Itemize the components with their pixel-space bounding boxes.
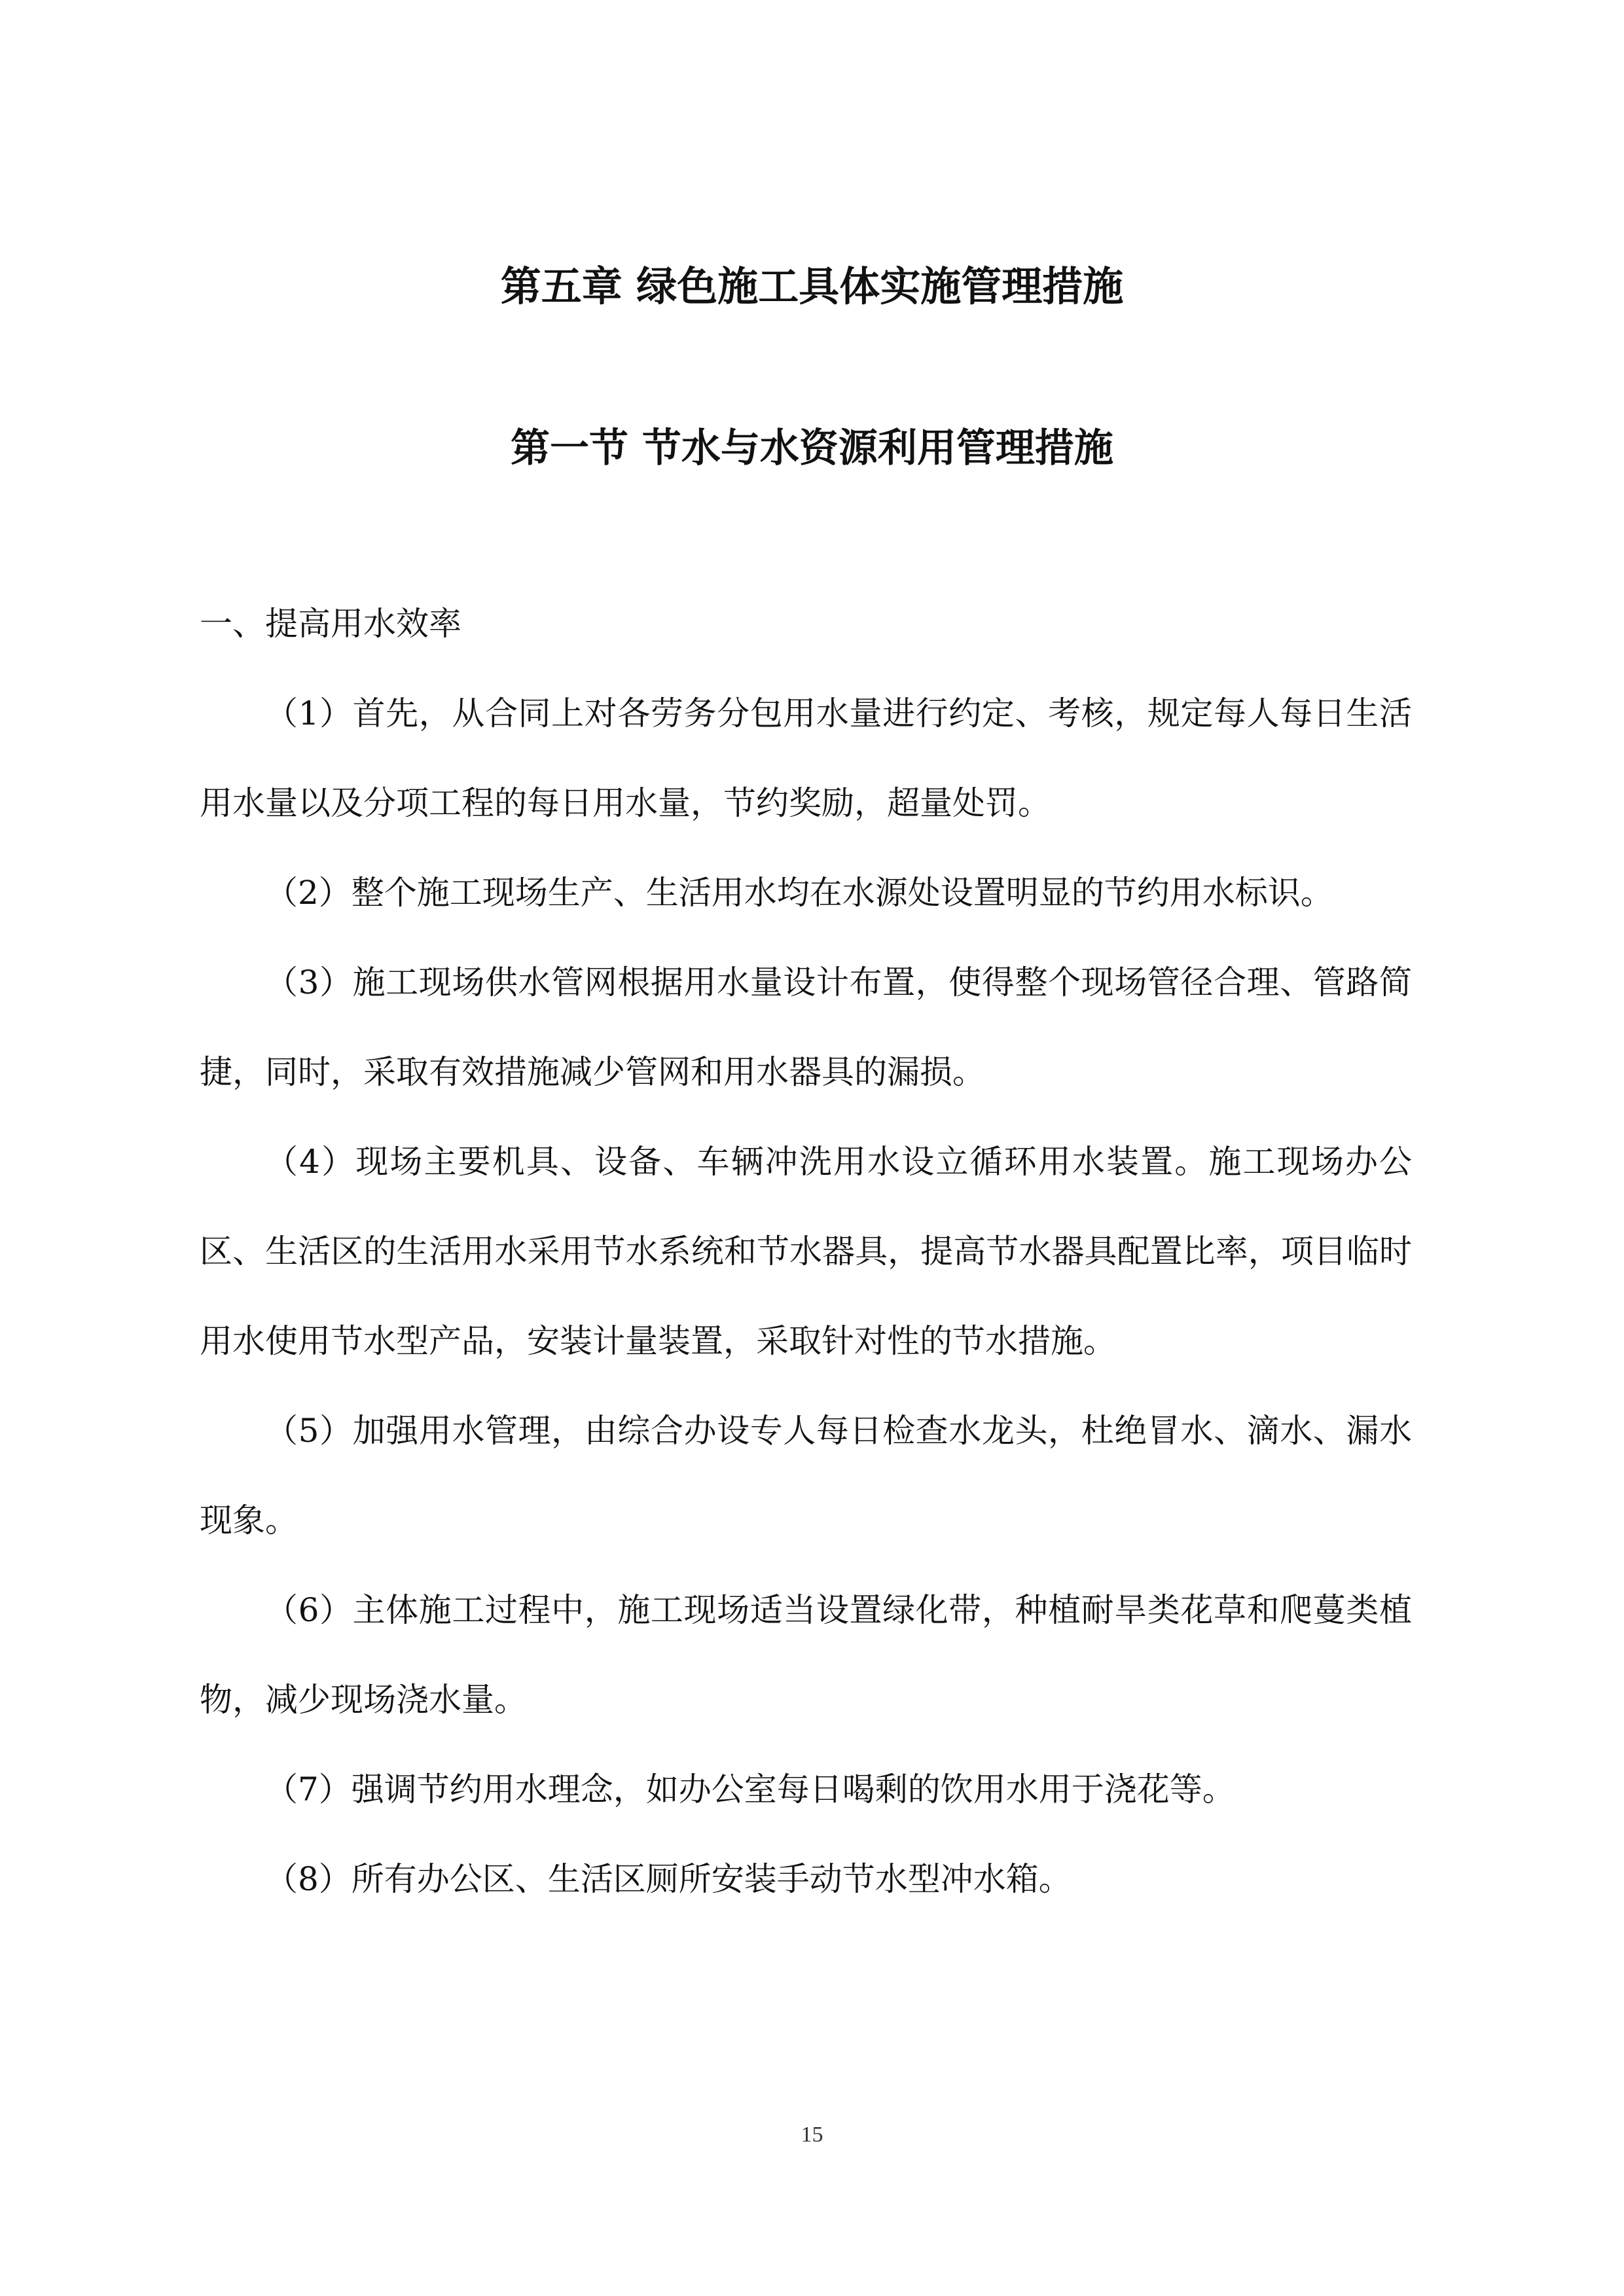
- paragraph-5: （5）加强用水管理，由综合办设专人每日检查水龙头，杜绝冒水、滴水、漏水现象。: [200, 1412, 1412, 1539]
- section-title: 第一节 节水与水资源利用管理措施: [511, 425, 1113, 471]
- subheading-improve-water-efficiency: 一、提高用水效率: [200, 605, 461, 643]
- paragraph-1: （1）首先，从合同上对各劳务分包用水量进行约定、考核，规定每人每日生活用水量以及分项工程的每日用水量，节约奖励，超量处罚。: [200, 694, 1412, 822]
- paragraph-2: （2）整个施工现场生产、生活用水均在水源处设置明显的节约用水标识。: [265, 874, 1333, 912]
- page-number: 15: [801, 2123, 823, 2147]
- body-text: [200, 579, 1412, 1924]
- paragraph-7: （7）强调节约用水理念，如办公室每日喝剩的饮用水用于浇花等。: [265, 1770, 1235, 1808]
- paragraph-4: （4）现场主要机具、设备、车辆冲洗用水设立循环用水装置。施工现场办公区、生活区的生活用水采用节水系统和节水器具，提高节水器具配置比率，项目临时用水使用节水型产品，安装计量装置，采取针对性的节水措施。: [200, 1143, 1412, 1360]
- paragraph-6: （6）主体施工过程中，施工现场适当设置绿化带，种植耐旱类花草和爬蔓类植物，减少现场浇水量。: [200, 1591, 1412, 1719]
- paragraph-8: （8）所有办公区、生活区厕所安装手动节水型冲水箱。: [265, 1860, 1072, 1898]
- chapter-title: 第五章 绿色施工具体实施管理措施: [500, 262, 1124, 310]
- paragraph-3: （3）施工现场供水管网根据用水量设计布置，使得整个现场管径合理、管路简捷，同时，采取有效措施减少管网和用水器具的漏损。: [200, 963, 1412, 1091]
